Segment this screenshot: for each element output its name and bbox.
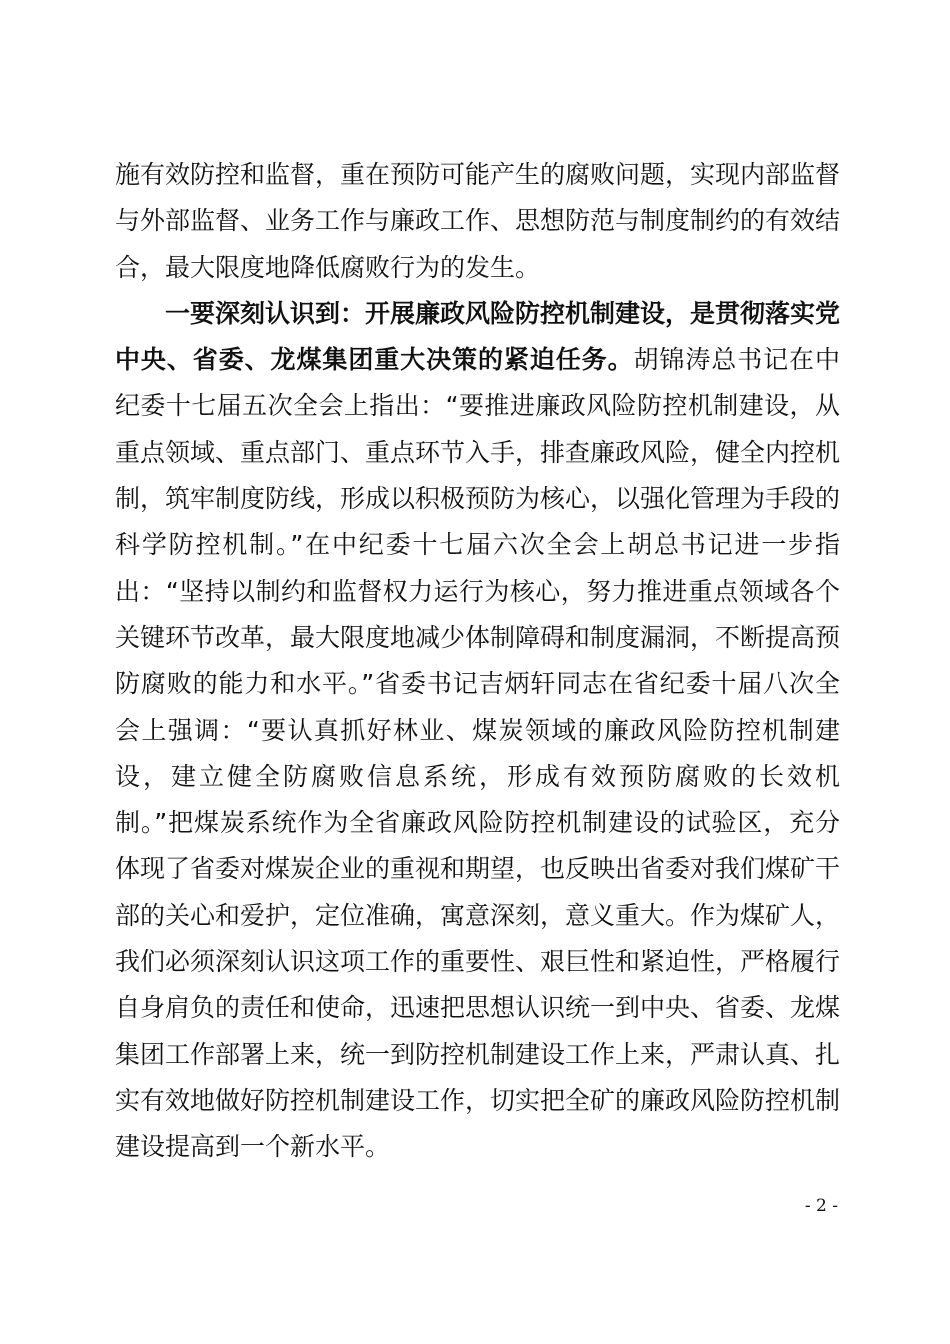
paragraph-continuation (115, 152, 840, 291)
page-number: - 2 - (804, 1196, 838, 1216)
body-text (115, 152, 840, 1171)
paragraph-text: 施有效防控和监督，重在预防可能产生的腐败问题，实现内部监督与外部监督、业务工作与廉政工作、思想防范与制度制约的有效结合，最大限度地降低腐败行为的发生。 (115, 160, 841, 282)
paragraph-point-one (115, 291, 840, 1171)
paragraph-text: 胡锦涛总书记在中纪委十七届五次全会上指出：“要推进廉政风险防控机制建设，从重点领域、重点部门、重点环节入手，排查廉政风险，健全内控机制，筑牢制度防线，形成以积极预防为核心，以强化管理为手段的科学防控机制。”在中纪委十七届六次全会上胡总书记进一步指出：“坚持以制约和监督权力运行为核心，努力推进重点领域各个关键环节改革，最大限度地减少体制障碍和制度漏洞，不断提高预防腐败的能力和水平。”省委书记吉炳轩同志在省纪委十届八次全会上强调：“要认真抓好林业、煤炭领域的廉政风险防控机制建设，建立健全防腐败信息系统，形成有效预防腐败的长效机制。”把煤炭系统作为全省廉政风险防控机制建设的试验区，充分体现了省委对煤炭企业的重视和期望，也反映出省委对我们煤矿干部的关心和爱护，定位准确，寓意深刻，意义重大。作为煤矿人，我们必须深刻认识这项工作的重要性、艰巨性和紧迫性，严格履行自身肩负的责任和使命，迅速把思想认识统一到中央、省委、龙煤集团工作部署上来，统一到防控机制建设工作上来，严肃认真、扎实有效地做好防控机制建设工作，切实把全矿的廉政风险防控机制建设提高到一个新水平。 (115, 345, 841, 1162)
paragraph-bold-lead: 一要深刻认识到：开展廉政风险防控机制建设，是贯彻落实党中央、省委、龙煤集团重大决策的紧迫任务。 (115, 298, 841, 375)
